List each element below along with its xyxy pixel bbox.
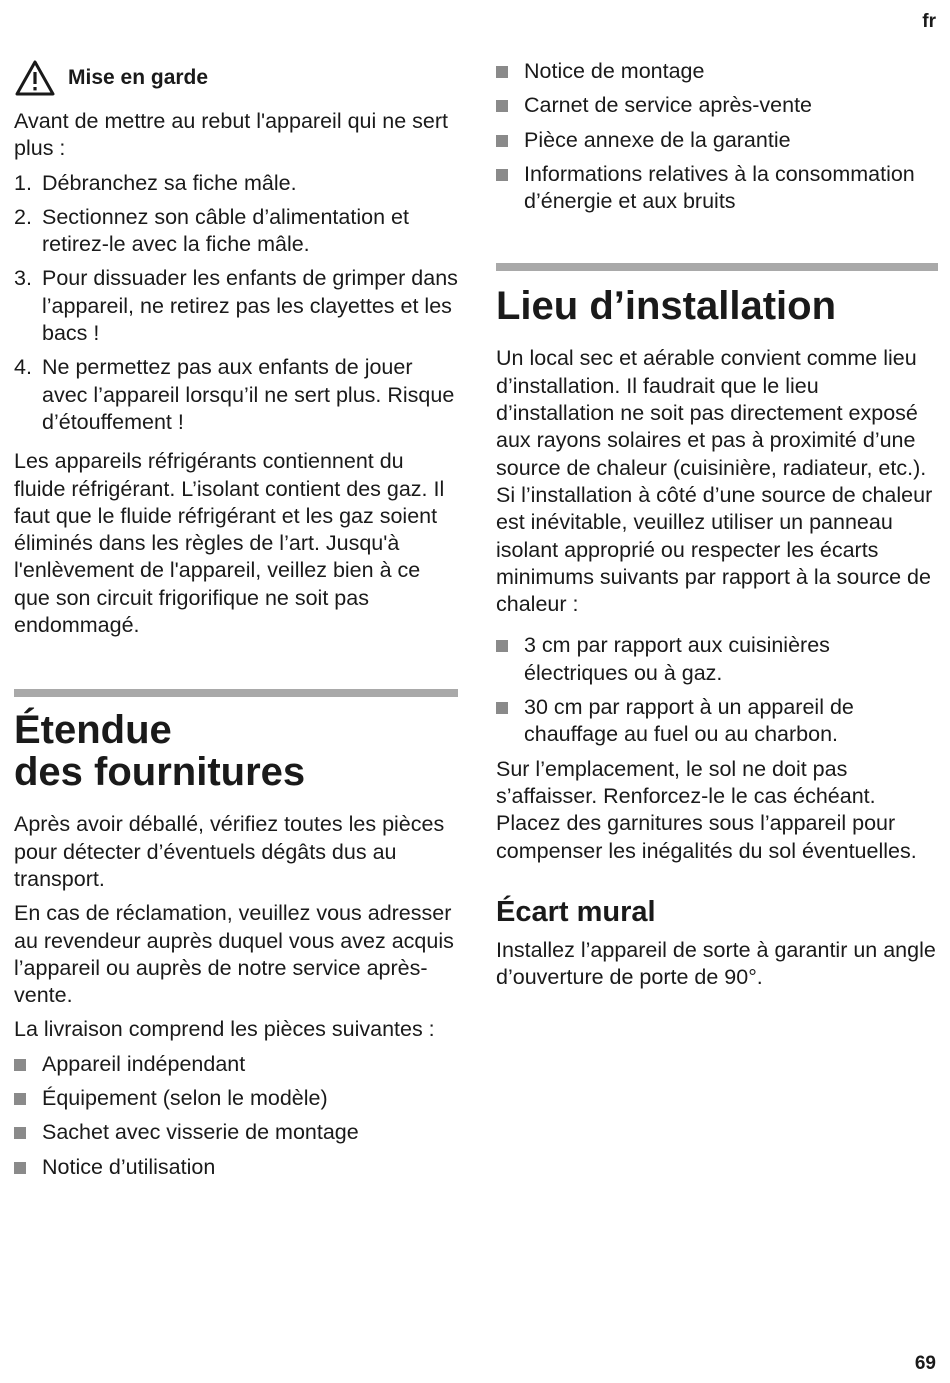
paragraph: Si l’installation à côté d’une source de chaleur est inévitable, veuillez utiliser un panneau isolant approprié ou respecter les écarts minimums suivants par rapport à la source de chaleur : — [496, 482, 933, 617]
paragraph: Sur l’emplacement, le sol ne doit pas s’affaisser. Renforcez-le le cas échéant. Placez des garnitures sous l’appareil pour compenser les inégalités du sol éventuelles. — [496, 756, 917, 863]
list-item-text: Notice de montage — [524, 59, 705, 83]
left-column — [14, 58, 458, 1188]
list-item — [14, 1051, 458, 1078]
paragraph: Installez l’appareil de sorte à garantir un angle d’ouverture de porte de 90°. — [496, 937, 936, 990]
page-number: 69 — [914, 1352, 936, 1374]
square-bullet-icon — [496, 640, 508, 652]
warning-triangle-icon — [14, 59, 56, 97]
square-bullet-icon — [14, 1093, 26, 1105]
square-bullet-icon — [14, 1059, 26, 1071]
section-divider — [496, 263, 938, 271]
paragraph: Un local sec et aérable convient comme lieu d’installation. Il faudrait que le lieu d’installation ne soit pas directement exposé aux rayons solaires et pas à proximité d’une source de chaleur (cuisinière, radiateur, etc.). — [496, 346, 927, 480]
square-bullet-icon — [14, 1162, 26, 1174]
list-item-text: Sachet avec visserie de montage — [42, 1120, 359, 1145]
list-item-text: Informations relatives à la consommation d’énergie et aux bruits — [524, 161, 915, 214]
list-item-text: 3 cm par rapport aux cuisinières électriques ou à gaz. — [524, 633, 830, 685]
warning-intro: Avant de mettre au rebut l'appareil qui ne sert plus : — [14, 109, 448, 161]
list-item — [496, 694, 938, 749]
list-item — [14, 1119, 458, 1146]
square-bullet-icon — [496, 702, 508, 714]
paragraph: Après avoir déballé, vérifiez toutes les pièces pour détecter d’éventuels dégâts dus au transport. — [14, 812, 445, 891]
step-text: Ne permettez pas aux enfants de jouer avec l’appareil lorsqu’il ne sert plus. Risque d’étouffement ! — [42, 355, 455, 434]
square-bullet-icon — [14, 1127, 26, 1139]
right-column — [496, 58, 938, 991]
disposal-step — [14, 204, 458, 259]
list-item — [496, 127, 938, 154]
step-text: Sectionnez son câble d’alimentation et retirez-le avec la fiche mâle. — [42, 204, 409, 257]
list-item-text: Pièce annexe de la garantie — [524, 127, 791, 152]
warning-heading — [14, 58, 458, 98]
list-item — [496, 58, 938, 85]
list-item — [496, 632, 938, 687]
disposal-step — [14, 170, 458, 197]
step-number: 1. — [14, 170, 32, 195]
warning-title: Mise en garde — [68, 66, 209, 90]
section-title-line: Étendue — [14, 708, 172, 753]
list-item — [14, 1154, 458, 1181]
list-item-text: Appareil indépendant — [42, 1051, 246, 1076]
list-item — [496, 161, 938, 216]
list-item — [496, 92, 938, 119]
step-number: 3. — [14, 266, 32, 291]
section-divider — [14, 689, 458, 697]
disposal-steps — [14, 170, 458, 437]
language-label: fr — [922, 11, 936, 32]
square-bullet-icon — [496, 169, 508, 181]
section-title-lieu: Lieu d’installation — [496, 284, 837, 329]
disposal-step — [14, 265, 458, 347]
distance-list — [496, 632, 938, 748]
section-title-etendue — [14, 709, 458, 793]
paragraph: En cas de réclamation, veuillez vous adresser au revendeur auprès duquel vous avez acquis l’appareil ou auprès de notre service après-vente. — [14, 901, 454, 1008]
paragraph: La livraison comprend les pièces suivantes : — [14, 1017, 435, 1042]
square-bullet-icon — [496, 66, 508, 78]
section-title-line: des fournitures — [14, 750, 306, 795]
square-bullet-icon — [496, 135, 508, 147]
square-bullet-icon — [496, 100, 508, 112]
step-text: Pour dissuader les enfants de grimper dans l’appareil, ne retirez pas les clayettes et les bacs ! — [42, 266, 458, 346]
list-item-text: Notice d’utilisation — [42, 1154, 216, 1179]
list-item-text: Carnet de service après-vente — [524, 93, 813, 118]
refrigerant-paragraph: Les appareils réfrigérants contiennent du fluide réfrigérant. L’isolant contient des gaz. Il faut que le fluide réfrigérant et les gaz soient éliminés dans les règles de l’art. Jusqu'à l'enlèvement de l'appareil, veillez bien à ce que son circuit frigorifique ne soit pas endommagé. — [14, 449, 445, 638]
delivery-list-continued — [496, 58, 938, 215]
list-item-text: Équipement (selon le modèle) — [42, 1086, 328, 1111]
subsection-title-ecart-mural: Écart mural — [496, 895, 656, 928]
list-item-text: 30 cm par rapport à un appareil de chauffage au fuel ou au charbon. — [524, 695, 854, 747]
list-item — [14, 1085, 458, 1112]
step-number: 2. — [14, 204, 32, 229]
step-number: 4. — [14, 355, 32, 380]
disposal-step — [14, 354, 458, 436]
step-text: Débranchez sa fiche mâle. — [42, 170, 297, 195]
delivery-list — [14, 1051, 458, 1181]
